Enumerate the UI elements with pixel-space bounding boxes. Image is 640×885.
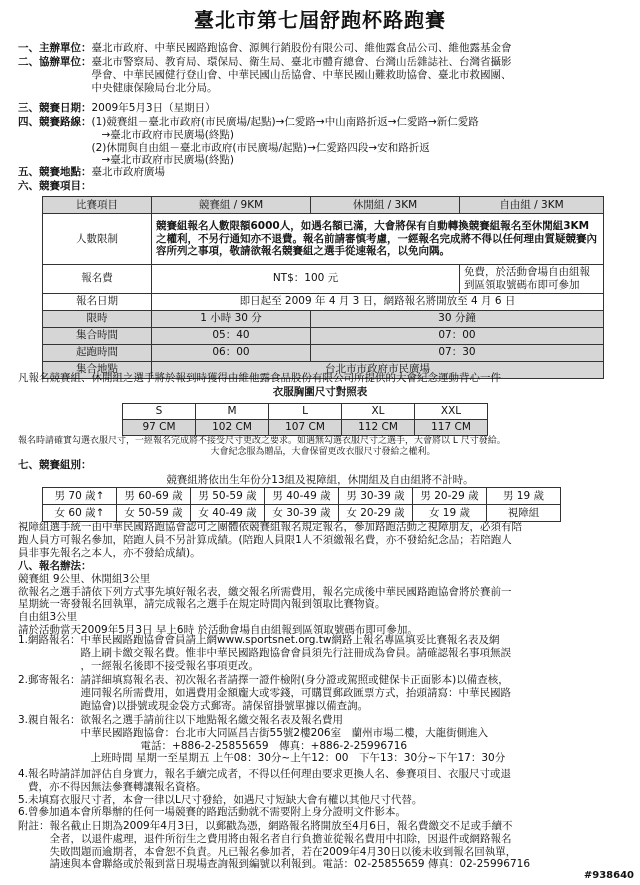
date-section — [18, 102, 628, 115]
appendix-line: 全者，以退件處理，退件所衍生之費用將由報名者自行負擔並從報名費用中扣除，因退件或網路報名 — [49, 832, 512, 845]
online-label: 1.網路報名： — [18, 634, 81, 646]
appendix-line: 請速與本會聯絡或於報到當日現場查詢報到編號以利報到。電話：02-25855659 傳真：02-25996716 — [49, 858, 531, 871]
co-organizer-section — [18, 56, 628, 94]
group-cell: 女 60 歲↑ — [43, 505, 117, 522]
shirt-footnote-line: 大會紀念服為贈品，大會保留更改衣服尺寸發給之權利。 — [210, 446, 436, 457]
time-limit-race: 1 小時 30 分 — [152, 310, 311, 327]
group-cell: 男 30-39 歲 — [339, 488, 413, 505]
row-label: 報名費 — [43, 265, 152, 294]
online-line: 路上刷卡繳交報名費。惟非中華民國路跑協會會員須先行註冊成為會員。請確認報名事項無誤 — [80, 646, 512, 659]
co-organizer-line: 學會、中華民國健行登山會、中華民國山岳協會、中華民國山難救助協會、臺北市救國團、 — [91, 68, 512, 81]
route-line: (2)休閒與自由組－臺北市政府(市民廣場/起點)→仁愛路四段→安和路折返 — [91, 141, 430, 154]
note-line: 6.曾參加過本會所舉辦的任何一場競賽的路跑活動就不需要附上身分證明文件影本。 — [18, 806, 407, 819]
table-row — [43, 327, 604, 344]
venue-text: 臺北市政府廣場 — [91, 166, 165, 178]
gather-time-race: 05：40 — [152, 327, 311, 344]
size-cell: XL — [342, 404, 415, 420]
route-line: →臺北市政府市民廣場(終點) — [101, 128, 234, 141]
vision-line: 員非事先報名之本人，亦不發給成績)。 — [18, 546, 201, 559]
route-line: (1)競賽組－臺北市政府(市民廣場/起點)→仁愛路→中山南路折返→仁愛路→新仁愛路 — [91, 116, 479, 128]
size-cell: L — [269, 404, 342, 420]
free-group-distance: 自由組3公里 — [18, 611, 78, 624]
chest-cell: 97 CM — [123, 420, 196, 436]
size-cell: XXL — [415, 404, 488, 420]
group-cell: 男 20-29 歲 — [413, 488, 487, 505]
co-organizer-line: 中央健康保險局台北分局。 — [91, 81, 218, 94]
table-header-cell: 休閒組 / 3KM — [311, 197, 460, 214]
online-registration — [18, 634, 628, 672]
table-header-cell: 比賽項目 — [43, 197, 152, 214]
start-time-leisure: 07：30 — [311, 344, 604, 361]
chest-cell: 102 CM — [196, 420, 269, 436]
size-cell: S — [123, 404, 196, 420]
registration-label: 八、報名辦法： — [18, 560, 92, 572]
group-cell: 男 50-59 歲 — [191, 488, 265, 505]
group-cell: 男 70 歲↑ — [43, 488, 117, 505]
vision-line: 跑人員方可報名參加，陪跑人員不另計算成績。(陪跑人員限1人不須繳報名費，亦不發給紀念品；若陪跑人 — [18, 533, 512, 546]
mail-line: 跑協會)以掛號或現金袋方式郵寄。請保留掛號單據以備查詢。 — [80, 699, 369, 712]
row-label: 起跑時間 — [43, 344, 152, 361]
shirt-note: 凡報名競賽組、休閒組之選手將於報到時獲得由維他露食品股份有限公司所提供的大會紀念運動背心一件 — [18, 372, 501, 384]
groups-section — [18, 459, 628, 472]
table-row — [43, 214, 604, 265]
gather-place-value: 台北市市政府市民廣場 — [152, 361, 604, 378]
page-title: 臺北市第七屆舒跑杯路跑賽 — [194, 8, 446, 32]
limit-text: 競賽組報名人數限額6000人，如遇名額已滿，大會將保有自動轉換競賽組報名至休閒組3KM之權利，不另行通知亦不退費。報名前請審慎考慮，一經報名完成將不得以任何理由質疑競賽內容所列之事項，敬請欲報名競賽組之選手從速報名，以免向隅。 — [152, 214, 604, 265]
organizer-label: 一、主辦單位： — [18, 42, 92, 54]
row-label: 報名日期 — [43, 293, 152, 310]
date-text: 2009年5月3日（星期日） — [91, 102, 216, 114]
table-row — [43, 197, 604, 214]
in-person-label: 3.親自報名： — [18, 714, 81, 726]
row-label: 集合時間 — [43, 327, 152, 344]
registration-line: 欲報名之選手請依下列方式事先填好報名表，繳交報名所需費用，報名完成後中華民國路跑協會將於賽前一 — [18, 585, 512, 598]
chest-cell: 112 CM — [342, 420, 415, 436]
co-organizer-line: 臺北市警察局、教育局、環保局、衛生局、臺北市體育總會、台灣山岳雜誌社、台灣省攝影 — [91, 56, 512, 68]
group-cell: 女 40-49 歲 — [191, 505, 265, 522]
venue-section — [18, 166, 628, 179]
office-hours: 上班時間 星期一至星期五 上午08：30分~上午12：00 下午13：30分~下午17：30分 — [90, 752, 506, 765]
vision-note — [18, 521, 628, 559]
appendix-line: 報名截止日期為2009年4月3日，以郵戳為憑，網路報名將開放至4月6日，報名費繳交不足或手續不 — [49, 820, 513, 832]
time-limit-leisure: 30 分鐘 — [311, 310, 604, 327]
events-label: 六、競賽項目： — [18, 180, 92, 192]
route-line: →臺北市政府市民廣場(終點) — [101, 154, 234, 167]
notes-section — [18, 768, 628, 819]
group-cell: 視障組 — [487, 505, 561, 522]
group-cell: 女 19 歲 — [413, 505, 487, 522]
size-cell: M — [196, 404, 269, 420]
note-line: 費，亦不得因無法參賽轉讓報名資格。 — [28, 780, 207, 793]
table-row — [43, 310, 604, 327]
mail-line: 連同報名所需費用，如遇費用金額龐大或零錢，可購買郵政匯票方式，抬頭請寫：中華民國路 — [80, 686, 512, 699]
venue-label: 五、競賽地點： — [18, 166, 92, 178]
shirt-footnote — [18, 436, 628, 458]
appendix-label: 附註： — [18, 820, 50, 832]
group-cell: 女 30-39 歲 — [265, 505, 339, 522]
route-label: 四、競賽路線： — [18, 116, 92, 128]
age-groups-table — [42, 487, 561, 522]
association-phone: 電話：+886-2-25855659 傳真：+886-2-25996716 — [140, 739, 408, 752]
table-row — [123, 404, 488, 420]
chest-cell: 107 CM — [269, 420, 342, 436]
in-person-registration — [18, 714, 628, 765]
online-line: ，一經報名後即不接受報名事項更改。 — [80, 659, 260, 672]
fee-value: NT$：100 元 — [152, 265, 460, 294]
vision-line: 視障組選手統一由中華民國路跑協會認可之團體依競賽組報名規定報名，參加路跑活動之視障朋友，必須有陪 — [18, 521, 522, 533]
registration-section — [18, 560, 628, 637]
row-label: 集合地點 — [43, 361, 152, 378]
in-person-line: 欲報名之選手請前往以下地點報名繳交報名表及報名費用 — [80, 714, 344, 726]
co-organizer-label: 二、協辦單位： — [18, 56, 92, 68]
group-cell: 女 20-29 歲 — [339, 505, 413, 522]
shirt-footnote-line: 報名時請確實勾選衣服尺寸，一經報名完成將不接受尺寸更改之要求。如遇無勾選衣服尺寸之選手，大會將以 L 尺寸發給。 — [18, 436, 506, 446]
start-time-race: 06：00 — [152, 344, 311, 361]
association-address: 中華民國路跑協會：台北市大同區昌吉街55號2樓206室 蘭州市場二樓，大龍街側進入 — [80, 726, 489, 739]
register-date-value: 即日起至 2009 年 4 月 3 日，網路報名將開放至 4 月 6 日 — [152, 293, 604, 310]
mail-label: 2.郵寄報名： — [18, 674, 81, 686]
row-label: 人數限制 — [43, 214, 152, 265]
organizer-text: 臺北市政府、中華民國路跑協會、源興行銷股份有限公司、維他露食品公司、維他露基金會 — [91, 42, 512, 54]
mail-line: 請詳細填寫報名表、初次報名者請擇一證件檢附(身分證或駕照或健保卡正面影本)以備查核， — [80, 674, 509, 686]
group-cell: 女 50-59 歲 — [117, 505, 191, 522]
group-cell: 男 19 歲 — [487, 488, 561, 505]
group-cell: 男 40-49 歲 — [265, 488, 339, 505]
table-row — [43, 293, 604, 310]
group-cell: 男 60-69 歲 — [117, 488, 191, 505]
shirt-table-title: 衣服胸圍尺寸對照表 — [272, 386, 368, 398]
note-line: 4.報名時請詳加評估自身實力，報名手續完成者，不得以任何理由要求更換人名、參賽項目、衣服尺寸或退 — [18, 768, 512, 780]
table-header-cell: 競賽組 / 9KM — [152, 197, 311, 214]
note-line: 5.未填寫衣服尺寸者，本會一律以L尺寸發給，如遇尺寸短缺大會有權以其他尺寸代替。 — [18, 793, 423, 806]
organizer-section — [18, 42, 628, 55]
table-row — [43, 505, 561, 522]
table-row — [43, 488, 561, 505]
groups-label: 七、競賽組別： — [18, 459, 92, 471]
free-group-line: 請於活動當天2009年5月3日 早上6時 於活動會場自由組報到區領取號碼布即可參加。 — [18, 623, 418, 636]
registration-line: 星期統一寄發報名回執單，請完成報名之選手在規定時間內報到領取比賽物資。 — [18, 598, 386, 611]
groups-intro: 競賽組將依出生年份分13組及視障組，休閒組及自由組將不計時。 — [166, 474, 474, 486]
route-section — [18, 116, 628, 167]
row-label: 限時 — [43, 310, 152, 327]
events-table — [42, 196, 604, 379]
fee-free-text: 免費，於活動會場自由組報到區領取號碼布即可參加 — [460, 265, 604, 294]
table-header-cell: 自由組 / 3KM — [460, 197, 604, 214]
date-label: 三、競賽日期： — [18, 102, 92, 114]
appendix-line: 失敗問題而逾期者，本會恕不負責。凡已報名參加者，若在2009年4月30日以後未收到報名回執單， — [49, 845, 517, 858]
mail-registration — [18, 674, 628, 712]
shirt-size-table — [122, 403, 488, 436]
table-row — [123, 420, 488, 436]
registration-distance: 競賽組 9公里、休閒組3公里 — [18, 572, 151, 585]
online-line: 中華民國路跑協會會員請上網www.sportsnet.org.tw網路上報名專區填妥比賽報名表及網 — [80, 634, 500, 646]
gather-time-leisure: 07：00 — [311, 327, 604, 344]
events-section — [18, 180, 628, 193]
table-row — [43, 265, 604, 294]
chest-cell: 117 CM — [415, 420, 488, 436]
table-row — [43, 344, 604, 361]
appendix-section — [18, 820, 628, 871]
image-id: #938640 — [583, 869, 634, 881]
